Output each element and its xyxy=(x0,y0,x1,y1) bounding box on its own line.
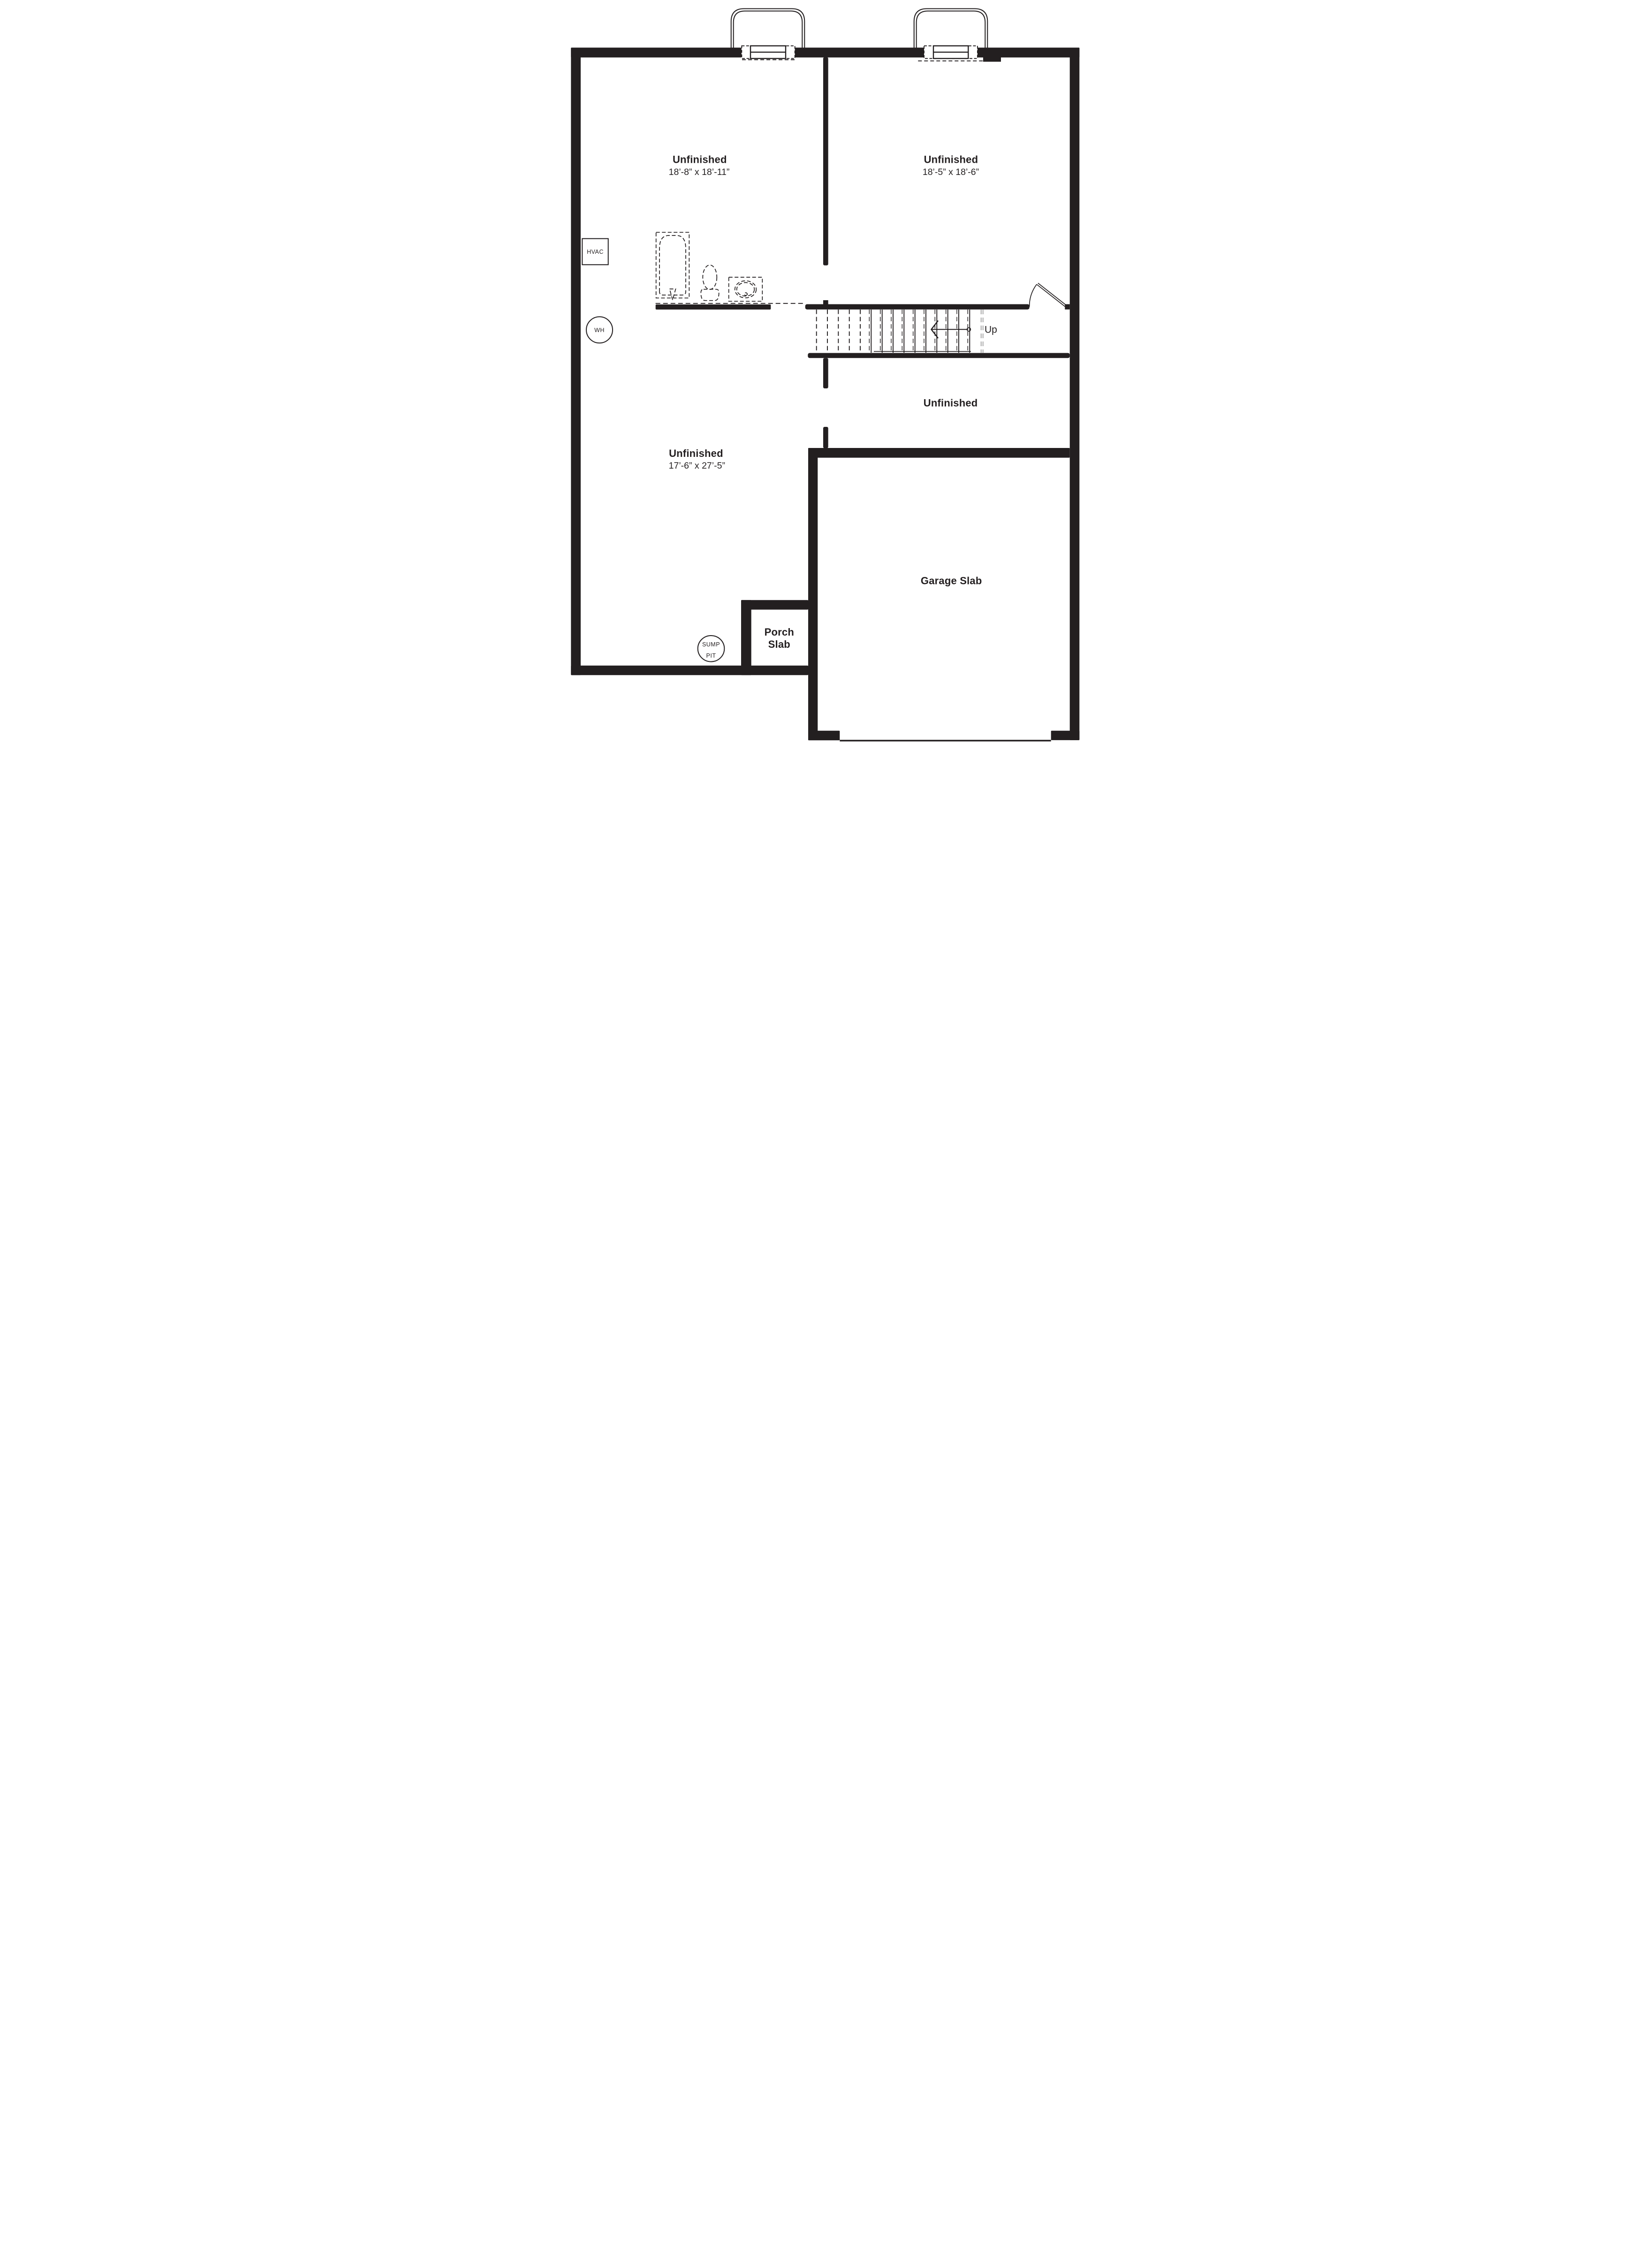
wall-top-right-segment xyxy=(978,48,1079,58)
room-lower-left-dimensions: 17’-6” x 27’-5” xyxy=(668,461,725,471)
porch-slab-label-line1: Porch xyxy=(764,626,794,638)
sink-bowl-inner xyxy=(737,282,755,296)
basement-floor-plan xyxy=(551,0,1101,753)
porch-slab-label-line2: Slab xyxy=(768,638,790,650)
door-at-stair-landing xyxy=(1030,283,1066,307)
room-lower-left-name: Unfinished xyxy=(669,447,723,459)
wall-garage-top xyxy=(808,448,1070,458)
window-well-outer-arc xyxy=(914,9,988,48)
window-well-outer-arc xyxy=(731,9,805,48)
sump-pit-label-line2: PIT xyxy=(706,652,716,659)
stair-break-line xyxy=(981,310,983,353)
egress-window-right xyxy=(914,9,988,61)
wall-porch-top xyxy=(741,600,808,609)
garage-door-threshold xyxy=(840,740,1051,741)
water-heater xyxy=(586,317,613,343)
wall-garage-return-right xyxy=(1051,731,1080,740)
staircase xyxy=(817,310,997,353)
bathtub xyxy=(656,232,690,300)
wall-bottom-left-exterior xyxy=(571,666,808,675)
room-upper-left-name: Unfinished xyxy=(672,153,727,166)
stairs-up-label: Up xyxy=(985,324,997,335)
egress-window-left xyxy=(731,9,805,60)
future-bathroom xyxy=(656,232,805,303)
walls xyxy=(571,48,1079,742)
wall-left-exterior xyxy=(571,48,581,675)
wall-right-exterior xyxy=(1070,48,1080,740)
wall-divider-upper-rooms xyxy=(823,57,828,265)
wall-stub-above-stair xyxy=(823,300,828,304)
water-heater-label: WH xyxy=(594,327,605,334)
room-upper-left-dimensions: 18’-8” x 18’-11” xyxy=(668,167,730,177)
toilet-tank xyxy=(701,289,719,301)
room-upper-right-dimensions: 18’-5” x 18’-6” xyxy=(922,167,979,177)
toilet xyxy=(701,265,719,301)
stair-risers-solid xyxy=(869,310,971,353)
wall-ledge-right-of-window2 xyxy=(983,57,1001,61)
wall-stub-below-stair xyxy=(823,358,828,388)
toilet-bowl xyxy=(703,265,717,289)
wall-top-middle-segment xyxy=(795,48,924,58)
hvac-closet xyxy=(582,239,608,265)
window-well-inner-arc xyxy=(734,11,803,48)
room-middle-right-name: Unfinished xyxy=(923,397,978,409)
wall-top-left-segment xyxy=(571,48,741,58)
wall-porch-left xyxy=(741,600,751,675)
sink-faucet xyxy=(744,293,747,296)
sump-pit xyxy=(698,636,725,662)
door-leaf-line-2 xyxy=(1038,283,1066,305)
sump-pit-label-line1: SUMP xyxy=(702,641,720,648)
wall-garage-left xyxy=(808,448,818,740)
wall-stair-top xyxy=(805,304,1030,310)
garage-slab-label: Garage Slab xyxy=(920,575,982,587)
wall-stub-above-garage xyxy=(823,427,828,448)
wall-garage-return-left xyxy=(808,731,840,741)
door-swing-arc xyxy=(1030,284,1037,307)
room-upper-right-name: Unfinished xyxy=(924,153,978,166)
wall-stair-bottom xyxy=(808,353,1069,358)
hvac-label: HVAC xyxy=(587,249,604,255)
window-well-inner-arc xyxy=(917,11,985,48)
wall-future-bath xyxy=(656,304,771,310)
door-leaf-line-1 xyxy=(1037,285,1065,307)
stair-risers-dashed xyxy=(817,310,860,353)
sink-vanity xyxy=(729,277,763,301)
